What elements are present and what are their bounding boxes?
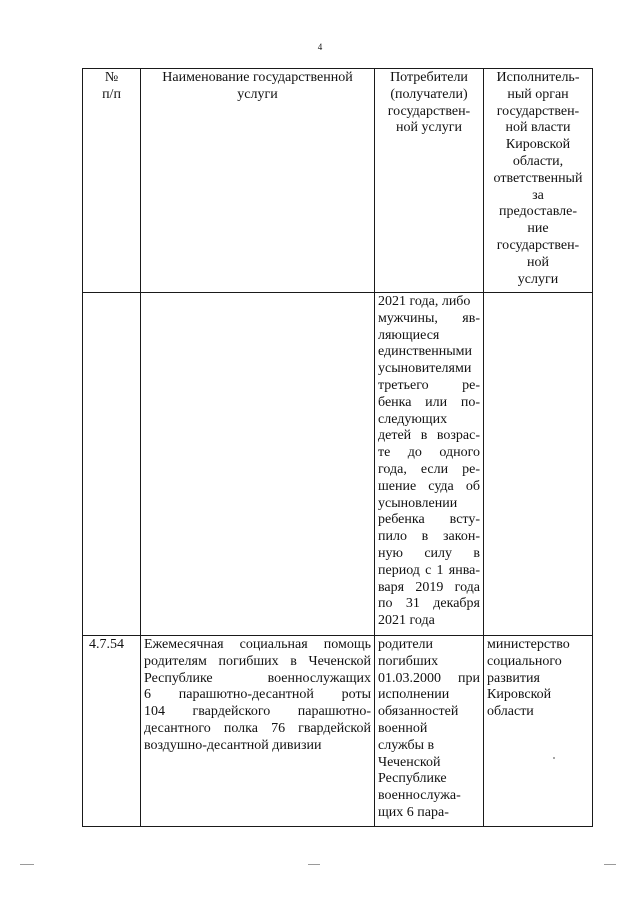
- consumers-line: щих 6 пара-: [378, 804, 449, 820]
- consumers-line: следующих: [378, 411, 448, 427]
- consumers-line: период с 1 янва-: [378, 562, 480, 578]
- services-table: [82, 68, 593, 827]
- header-executor-line: ние: [527, 221, 549, 237]
- service-name-line: 104 гвардейского парашютно-: [144, 704, 371, 720]
- consumers-line: года, если ре-: [378, 461, 480, 477]
- header-consumers: [375, 69, 484, 293]
- header-row: [83, 69, 593, 293]
- header-executor-line: государствен-: [496, 237, 580, 253]
- header-executor-line: ной власти: [505, 120, 571, 136]
- header-service-name-line: услуги: [237, 86, 278, 102]
- cell-number: 4.7.54: [83, 636, 141, 827]
- consumers-line: пило в закон-: [378, 529, 480, 545]
- header-executor-line: предоставле-: [499, 204, 577, 220]
- consumers-line: Республике: [378, 771, 447, 787]
- header-service-name-line: Наименование государственной: [162, 70, 353, 85]
- cell-consumers: [375, 636, 484, 827]
- consumers-line: детей в возрас-: [378, 428, 480, 444]
- page-number: 4: [317, 42, 323, 52]
- header-consumers-line: ной услуги: [396, 120, 462, 136]
- executor-line: социального: [487, 653, 562, 669]
- scan-margin-marks: [0, 864, 640, 870]
- scan-mark: [20, 864, 34, 865]
- cell-consumers: [375, 293, 484, 636]
- consumers-line: усыновителями: [378, 361, 472, 377]
- header-executor-line: услуги: [517, 271, 559, 287]
- consumers-line: шение суда об: [378, 478, 480, 494]
- header-number-symbol: №: [104, 70, 119, 85]
- scan-mark: [308, 864, 320, 865]
- header-executor-line: Исполнитель-: [496, 70, 580, 85]
- consumers-line: исполнении: [378, 687, 450, 703]
- header-consumers-line: Потребители: [390, 70, 468, 85]
- consumers-line: ребенка всту-: [378, 512, 480, 528]
- service-name-line: десантного полка 76 гвардейской: [144, 720, 371, 736]
- header-consumers-line: (получатели): [390, 86, 468, 102]
- consumers-line: погибших: [378, 653, 439, 669]
- service-name-line: 6 парашютно-десантной роты: [144, 687, 371, 703]
- executor-line: Кировской: [487, 687, 552, 703]
- consumers-line: третьего ре-: [378, 377, 480, 393]
- scan-mark: [604, 864, 616, 865]
- consumers-line: ную силу в: [378, 545, 480, 561]
- service-name-line: воздушно-десантной дивизии: [144, 737, 322, 753]
- consumers-line: мужчины, яв-: [378, 310, 480, 326]
- service-name-line: Ежемесячная социальная помощь: [144, 637, 371, 652]
- table-row-continuation: [83, 293, 593, 636]
- consumers-line: 2021 года: [378, 613, 435, 629]
- header-executor-line: ной: [527, 254, 549, 270]
- header-number-abbrev: п/п: [102, 86, 121, 102]
- consumers-line: бенка или по-: [378, 394, 480, 410]
- table-row-service: [83, 636, 593, 827]
- consumers-line: 2021 года, либо: [378, 294, 471, 309]
- executor-line: области: [487, 704, 534, 720]
- consumers-line: родители: [378, 637, 434, 652]
- header-executor-line: ный орган: [507, 86, 569, 102]
- consumers-line: усыновлении: [378, 495, 458, 511]
- consumers-line: единственными: [378, 344, 472, 360]
- cell-executor: [484, 293, 593, 636]
- cell-executor: [484, 636, 593, 827]
- consumers-line: варя 2019 года: [378, 579, 480, 595]
- consumers-line: военной: [378, 720, 428, 736]
- header-consumers-line: государствен-: [387, 103, 471, 119]
- header-executor-line: государствен-: [496, 103, 580, 119]
- header-executor-line: Кировской: [505, 137, 571, 153]
- consumers-line: те до одного: [378, 445, 480, 461]
- scan-speck: [553, 757, 555, 759]
- cell-service-name: [141, 293, 375, 636]
- consumers-line: ляющиеся: [378, 327, 440, 343]
- header-number: [83, 69, 141, 293]
- header-service-name: [141, 69, 375, 293]
- header-executor-line: ответственный: [493, 170, 583, 186]
- header-executor: [484, 69, 593, 293]
- service-name-line: Республике военнослужащих: [144, 670, 371, 686]
- consumers-line: военнослужа-: [378, 788, 461, 804]
- header-executor-line: за: [532, 187, 544, 203]
- cell-number: [83, 293, 141, 636]
- cell-service-name: [141, 636, 375, 827]
- consumers-line: службы в: [378, 737, 435, 753]
- consumers-line: по 31 декабря: [378, 596, 480, 612]
- consumers-line: Чеченской: [378, 754, 441, 770]
- header-executor-line: области,: [512, 153, 564, 169]
- service-name-line: родителям погибших в Чеченской: [144, 653, 371, 669]
- consumers-line: 01.03.2000 при: [378, 670, 480, 686]
- executor-line: министерство: [487, 637, 570, 652]
- executor-line: развития: [487, 670, 540, 686]
- consumers-line: обязанностей: [378, 704, 459, 720]
